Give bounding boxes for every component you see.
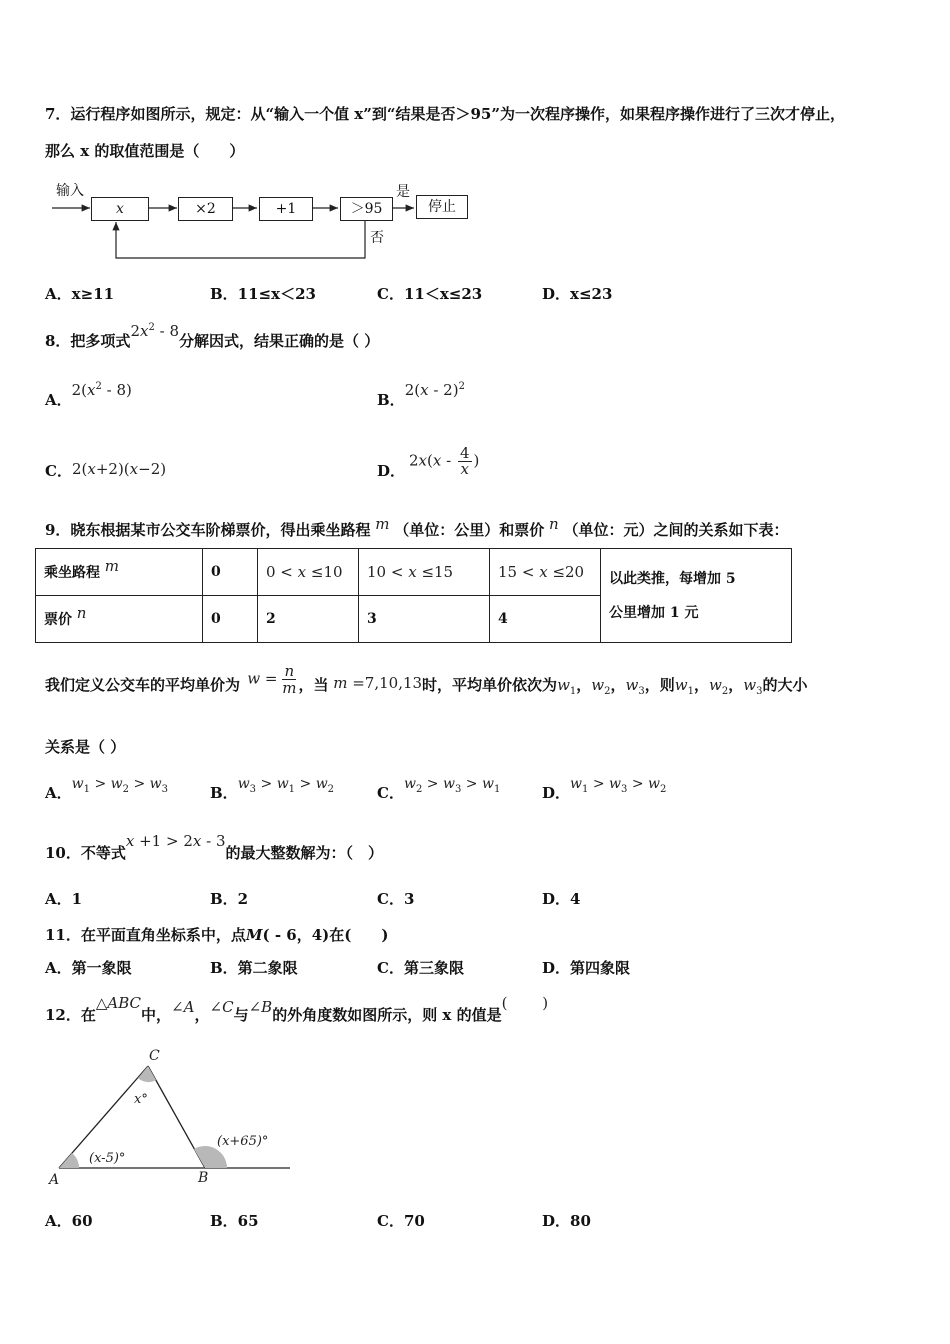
q10-option-b[interactable]: B．2 <box>210 890 249 908</box>
q11-option-c[interactable]: C．第三象限 <box>377 959 464 977</box>
q9-w-formula: w = $\frac{n}{m}$ <box>247 661 297 697</box>
q10-suffix: 的最大整数解为：（ ） <box>225 844 384 862</box>
q7-option-b[interactable]: B．11≤x＜23 <box>210 285 316 303</box>
flow-box-compare: ＞95 <box>340 197 393 221</box>
q12-mid1: 中， <box>141 1006 172 1024</box>
q9-var-n: n <box>544 515 564 533</box>
q7-stem-line2: 那么 x 的取值范围是（ ） <box>45 142 245 160</box>
row2-cell-1: 2 <box>258 596 359 643</box>
flow-no-label: 否 <box>370 230 384 246</box>
q8-b-expr: 2(x - 2)$^2$ <box>404 381 465 399</box>
q8-suffix: 分解因式，结果正确的是（ ） <box>179 332 380 350</box>
row1-cell-2: 10 < x ≤15 <box>359 549 490 596</box>
q9-stem <box>45 515 789 540</box>
flow-yes-label: 是 <box>396 184 410 200</box>
q10-option-c[interactable]: C．3 <box>377 890 415 908</box>
q11-option-b[interactable]: B．第二象限 <box>210 959 298 977</box>
q9-c-label: C． <box>377 784 404 802</box>
q9-w-list2: $w_1$ <box>674 676 694 697</box>
q9-option-a[interactable]: A．$w_1 > w_2 > w_3$ <box>45 776 168 802</box>
q9-fare-table <box>35 548 792 643</box>
q9-def-part2: ，当 <box>298 676 329 694</box>
q8-polynomial: $2x^2 - 8$ <box>130 322 179 340</box>
row2-cell-2: 3 <box>359 596 490 643</box>
row1-cell-0: 0 <box>203 549 258 596</box>
q12-mid3: 与 <box>233 1006 249 1024</box>
q11-part2: ( - 6，4)在( ) <box>262 926 389 944</box>
q11-part1: 11．在平面直角坐标系中，点 <box>45 926 246 944</box>
q9-b-label: B． <box>210 784 238 802</box>
q8-prefix: 8．把多项式 <box>45 332 131 350</box>
row2-cell-0: 0 <box>203 596 258 643</box>
flow-input-label: 输入 <box>56 183 84 199</box>
q8-a-expr: $2(x^2 - 8)$ <box>71 381 132 399</box>
q8-d-label: D． <box>377 462 406 480</box>
q9-definition: 我们定义公交车的平均单价为 w = $\frac{n}{m}$ ，当 m =7,10,13时，平均单价依次为$w_1$，$w_2$，$w_3$，则$w_1$，$w_2$，$w_3$的大小 <box>45 661 808 697</box>
triangle-svg <box>45 1048 295 1188</box>
q8-option-b[interactable] <box>377 381 465 410</box>
q12-triangle: △ABC <box>95 994 142 1012</box>
angle-a-label: (x-5)° <box>89 1151 126 1166</box>
q12-angle-c: ∠C <box>209 998 234 1016</box>
flow-box-stop: 停止 <box>416 195 468 219</box>
q12-option-a[interactable]: A．60 <box>45 1212 93 1230</box>
q7-stem-line1: 7．运行程序如图所示，规定：从“输入一个值 x”到“结果是否＞95”为一次程序操作，如果程序操作进行了三次才停止， <box>45 105 845 123</box>
q9-stem-part3: （单位：元）之间的关系如下表： <box>563 521 789 539</box>
q8-c-label: C． <box>45 462 72 480</box>
q8-option-c[interactable] <box>45 460 166 481</box>
q12-suffix: 的外角度数如图所示，则 x 的值是 <box>272 1006 502 1024</box>
q12-stem <box>45 994 549 1025</box>
angle-a-arc <box>59 1153 79 1168</box>
angle-b-label: (x+65)° <box>217 1134 269 1149</box>
row1-cell-1: 0 < x ≤10 <box>258 549 359 596</box>
flow-box-x: x <box>91 197 149 221</box>
angle-b-ext-arc <box>194 1146 227 1168</box>
flow-box-plus1: +1 <box>259 197 313 221</box>
q9-def-part1: 我们定义公交车的平均单价为 <box>45 676 241 694</box>
q7-flowchart <box>50 180 480 260</box>
q11-stem <box>45 924 388 945</box>
q12-option-b[interactable]: B．65 <box>210 1212 259 1230</box>
q10-option-a[interactable]: A．1 <box>45 890 83 908</box>
q8-c-expr: 2(x+2)(x−2) <box>71 460 167 478</box>
q9-option-c[interactable]: C．$w_2 > w_3 > w_1$ <box>377 776 501 802</box>
flow-box-times2: ×2 <box>178 197 233 221</box>
vertex-a-label: A <box>49 1172 60 1188</box>
q9-def-part4: ，则 <box>644 676 675 694</box>
q9-w-list1: $w_1$ <box>557 676 577 697</box>
q12-blank: ( ) <box>501 994 549 1012</box>
q12-prefix: 12．在 <box>45 1006 96 1024</box>
q7-option-d[interactable]: D．x≤23 <box>542 285 613 303</box>
q12-mid2: ， <box>194 1006 210 1024</box>
q9-def-part5: 的大小 <box>762 676 808 694</box>
q9-option-b[interactable]: B．$w_3 > w_1 > w_2$ <box>210 776 335 802</box>
q9-m-values: m =7,10,13 <box>328 674 423 692</box>
q10-inequality: x +1 > 2x - 3 <box>125 832 226 850</box>
vertex-b-label: B <box>198 1170 209 1186</box>
q9-stem-part2: （单位：公里）和票价 <box>394 521 545 539</box>
q12-option-c[interactable]: C．70 <box>377 1212 425 1230</box>
q11-point: M <box>245 926 263 944</box>
q7-option-a[interactable]: A．x≥11 <box>45 285 115 303</box>
q9-a-label: A． <box>45 784 72 802</box>
q12-angle-a: ∠A <box>171 998 195 1016</box>
angle-c-label: x° <box>134 1092 148 1107</box>
q8-option-a[interactable] <box>45 381 132 410</box>
q11-option-d[interactable]: D．第四象限 <box>542 959 631 977</box>
q12-option-d[interactable]: D．80 <box>542 1212 591 1230</box>
table-row <box>36 549 792 596</box>
row1-header: 乘坐路程 m <box>36 549 203 596</box>
note-line1: 以此类推，每增加 5 <box>609 570 736 587</box>
table-note <box>601 549 792 643</box>
q8-option-d[interactable] <box>377 444 480 481</box>
q7-option-c[interactable]: C．11＜x≤23 <box>377 285 483 303</box>
q12-triangle-figure <box>45 1048 295 1188</box>
note-line2: 公里增加 1 元 <box>609 604 699 621</box>
q8-stem <box>45 322 380 351</box>
q9-stem-part1: 9．晓东根据某市公交车阶梯票价，得出乘坐路程 <box>45 521 371 539</box>
q8-b-label: B． <box>377 391 405 409</box>
q10-stem <box>45 832 384 863</box>
row2-header: 票价 n <box>36 596 203 643</box>
row1-cell-3: 15 < x ≤20 <box>490 549 601 596</box>
q9-option-d[interactable]: D．$w_1 > w_3 > w_2$ <box>542 776 667 802</box>
row2-cell-3: 4 <box>490 596 601 643</box>
q9-d-label: D． <box>542 784 571 802</box>
q9-var-m: m <box>370 515 395 533</box>
q12-angle-b: ∠B <box>248 998 273 1016</box>
q8-a-label: A． <box>45 391 72 409</box>
q10-prefix: 10．不等式 <box>45 844 126 862</box>
vertex-c-label: C <box>149 1048 160 1064</box>
q8-d-expr: 2x(x - $\frac{4}{x}$ ) <box>409 444 480 478</box>
q11-option-a[interactable]: A．第一象限 <box>45 959 132 977</box>
q9-line3: 关系是（ ） <box>45 738 126 756</box>
q9-def-part3: 时，平均单价依次为 <box>422 676 558 694</box>
q10-option-d[interactable]: D．4 <box>542 890 581 908</box>
